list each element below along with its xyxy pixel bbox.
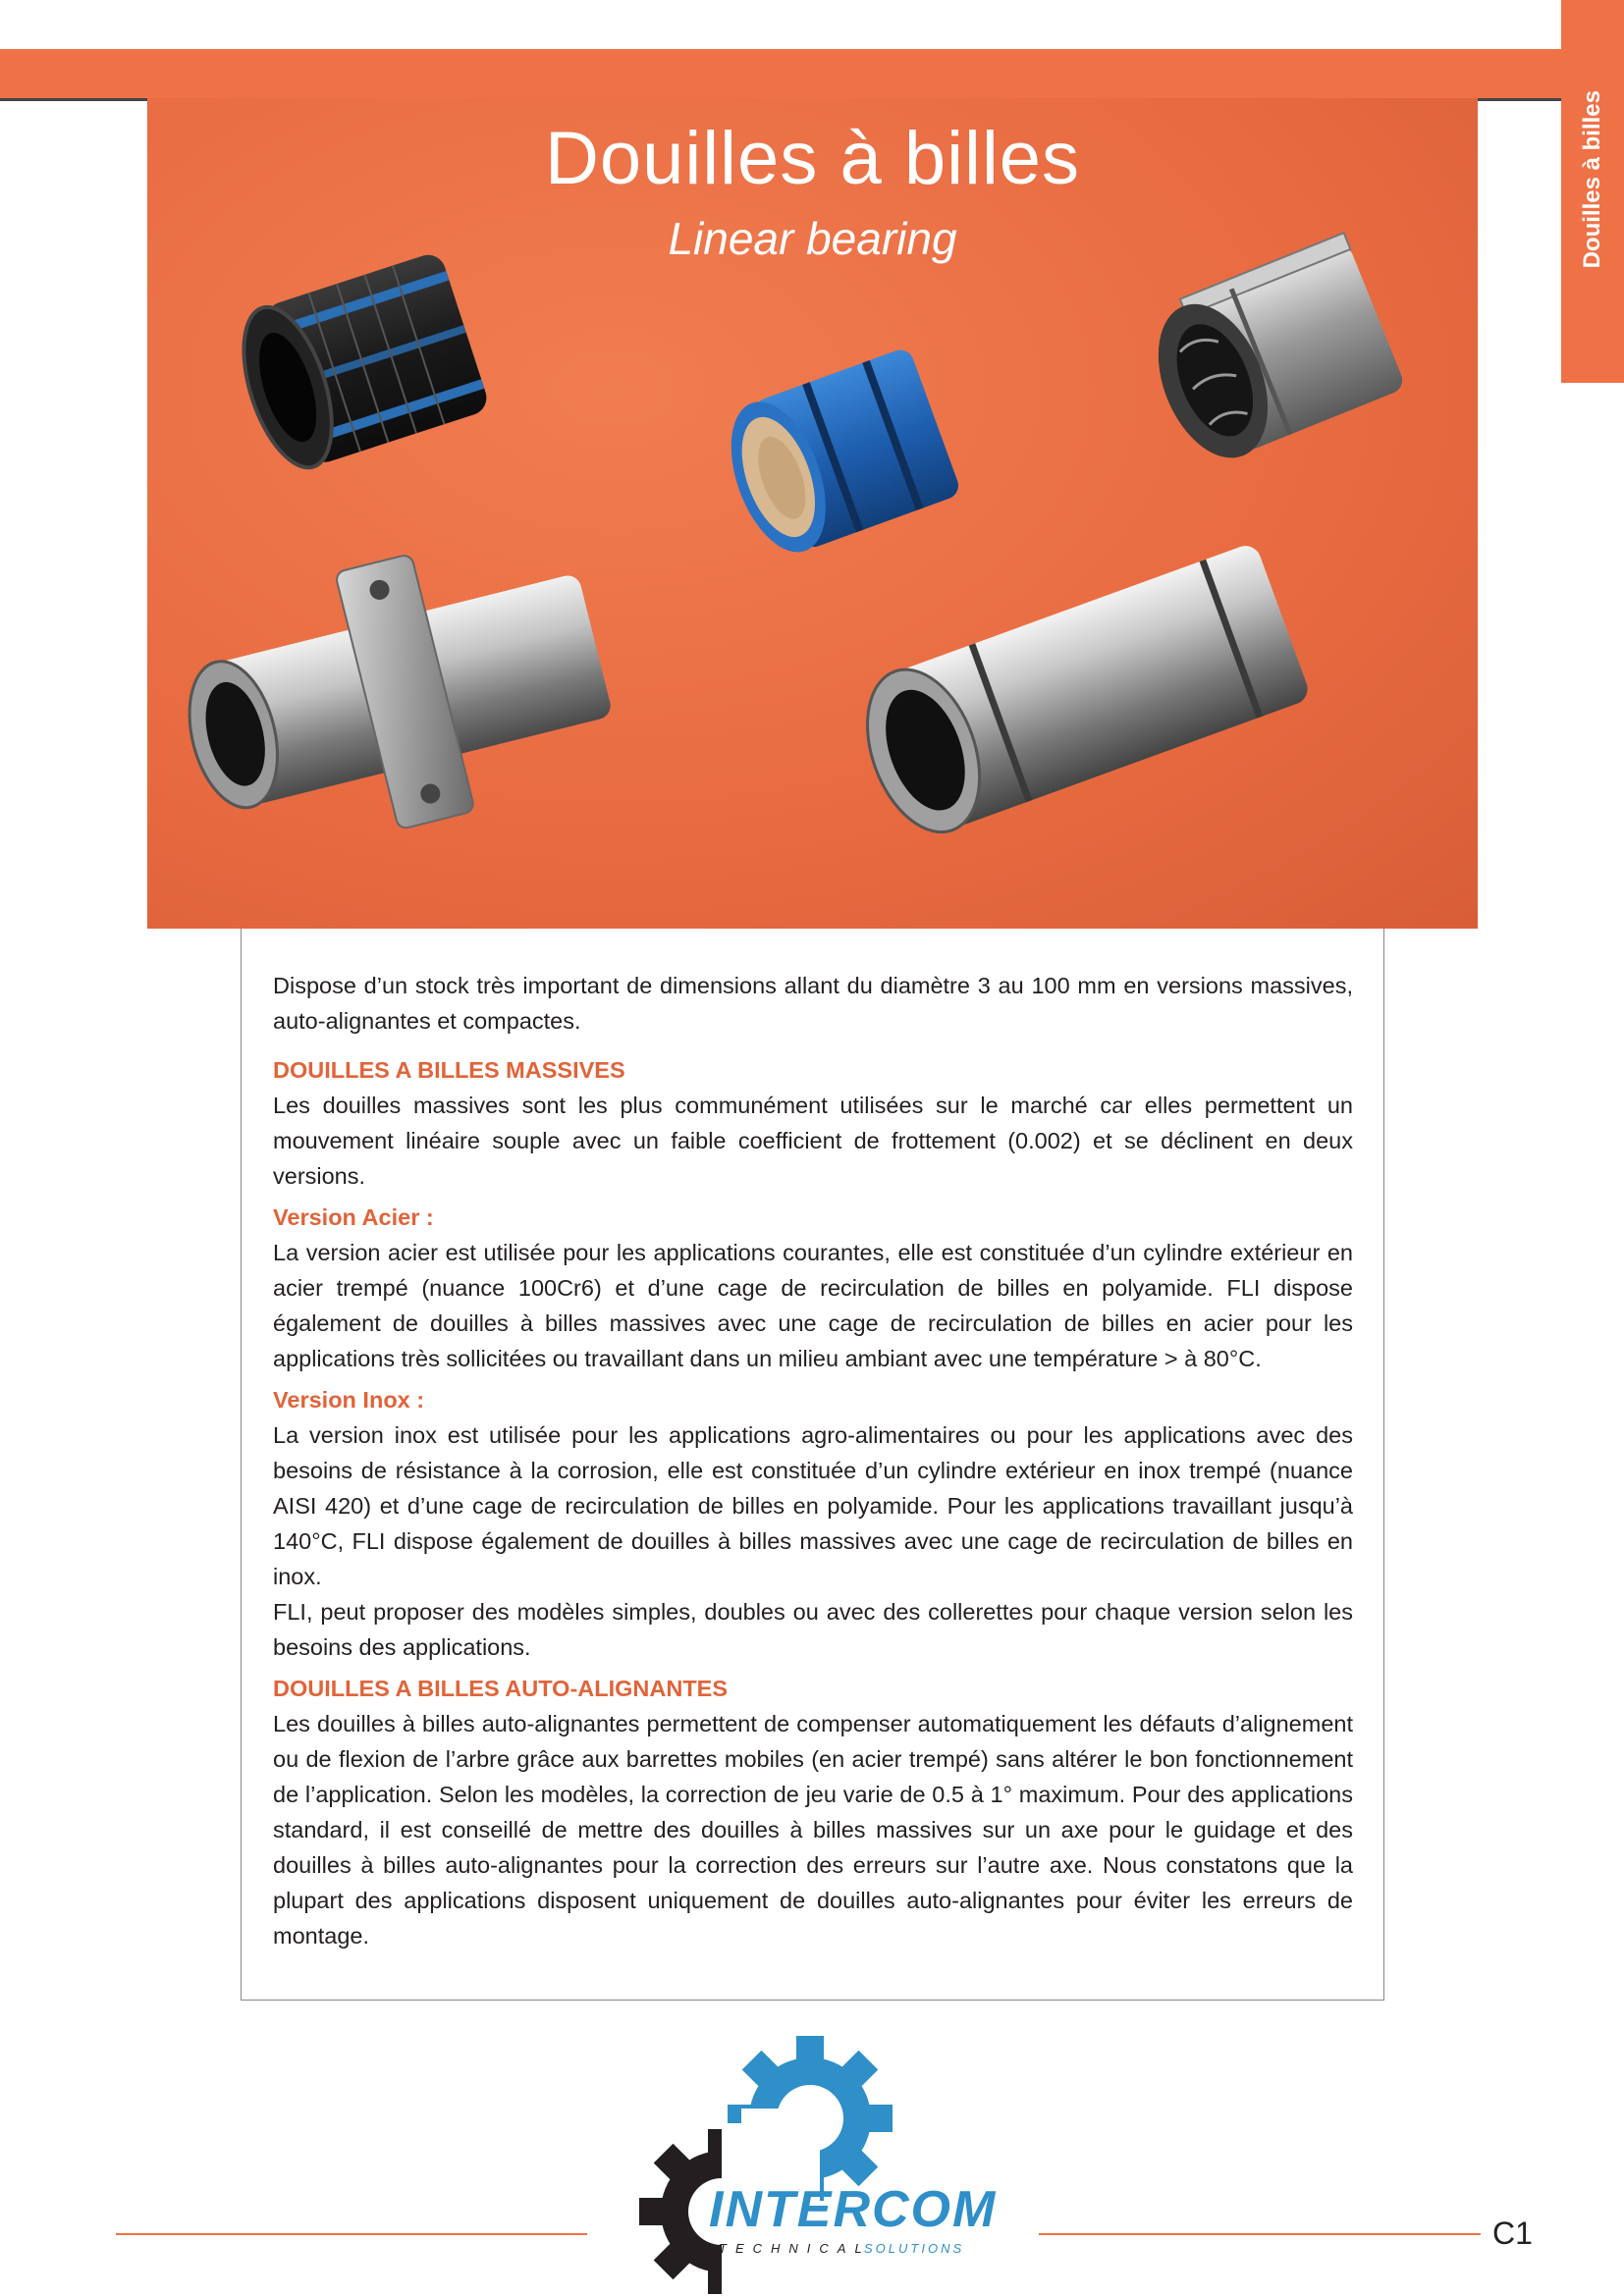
page-subtitle: Linear bearing <box>668 213 957 264</box>
fli-paragraph: FLI, peut proposer des modèles simples, doubles ou avec des collerettes pour chaque version selon les besoins des applications. <box>273 1599 1353 1660</box>
footer-line-left <box>116 2233 587 2235</box>
inox-heading: Version Inox : <box>273 1387 425 1413</box>
massives-paragraph: Les douilles massives sont les plus communément utilisées sur le marché car elles permettent un mouvement linéaire souple avec un faible coefficient de frottement (0.002) et se déclinent en deux versions. <box>273 1093 1353 1189</box>
auto-paragraph: Les douilles à billes auto-alignantes permettent de compenser automatiquement les défauts d’alignement ou de flexion de l’arbre grâce aux barrettes mobiles (en acier trempé) sans altérer le bon fonctionnement de l’application. Selon les modèles, la correction de jeu varie de 0.5 à 1° maximum. Pour des applications standard, il est conseillé de mettre des douilles à billes massives sur un axe pour le guidage et des douilles à billes auto-alignantes pour la correction des erreurs sur l’autre axe. Nous constatons que la plupart des applications disposent uniquement de douilles auto-alignantes pour éviter les erreurs de montage. <box>273 1711 1353 1949</box>
page-number: C1 <box>1492 2216 1533 2251</box>
side-tab <box>1561 0 1624 383</box>
logo-brand: INTERCOM <box>709 2181 998 2238</box>
open-cut-bearing-icon <box>1129 226 1434 481</box>
intro-paragraph: Dispose d’un stock très important de dimensions allant du diamètre 3 au 100 mm en versions massives, auto-alignantes et compactes. <box>273 973 1353 1034</box>
hero-banner <box>147 98 1478 929</box>
auto-heading: DOUILLES A BILLES AUTO-ALIGNANTES <box>273 1676 729 1701</box>
long-steel-bearing-icon <box>844 530 1326 854</box>
description-text <box>273 968 1353 1953</box>
acier-heading: Version Acier : <box>273 1204 434 1230</box>
side-tab-label: Douilles à billes <box>1579 90 1605 269</box>
footer-line-right <box>1039 2233 1481 2235</box>
inox-paragraph: La version inox est utilisée pour les applications agro-alimentaires ou pour les applications avec des besoins de résistance à la corrosion, elle est constituée d’un cylindre extérieur en inox trempé (nuance AISI 420) et d’une cage de recirculation de billes en polyamide. Pour les applications travaillant jusqu’à 140°C, FLI dispose également de douilles à billes massives avec une cage de recirculation de billes en inox. <box>273 1422 1353 1589</box>
description-box <box>241 929 1384 2001</box>
logo-tagline-b: SOLUTIONS <box>864 2241 965 2256</box>
logo-tagline-a: TECHNICAL <box>719 2241 871 2256</box>
flanged-bearing-icon <box>167 520 638 844</box>
intercom-logo <box>628 2030 1021 2296</box>
page-title: Douilles à billes <box>544 117 1081 200</box>
top-band <box>0 49 1561 101</box>
massives-heading: DOUILLES A BILLES MASSIVES <box>273 1057 625 1083</box>
compact-bearing-black-blue-icon <box>226 236 530 491</box>
acier-paragraph: La version acier est utilisée pour les applications courantes, elle est constituée d’un cylindre extérieur en acier trempé (nuance 100Cr6) et d’une cage de recirculation de billes en polyamide. FLI dispose également de douilles à billes massives avec une cage de recirculation de billes en acier pour les applications très sollicitées ou travaillant dans un milieu ambiant avec une température > à 80°C. <box>273 1240 1353 1371</box>
